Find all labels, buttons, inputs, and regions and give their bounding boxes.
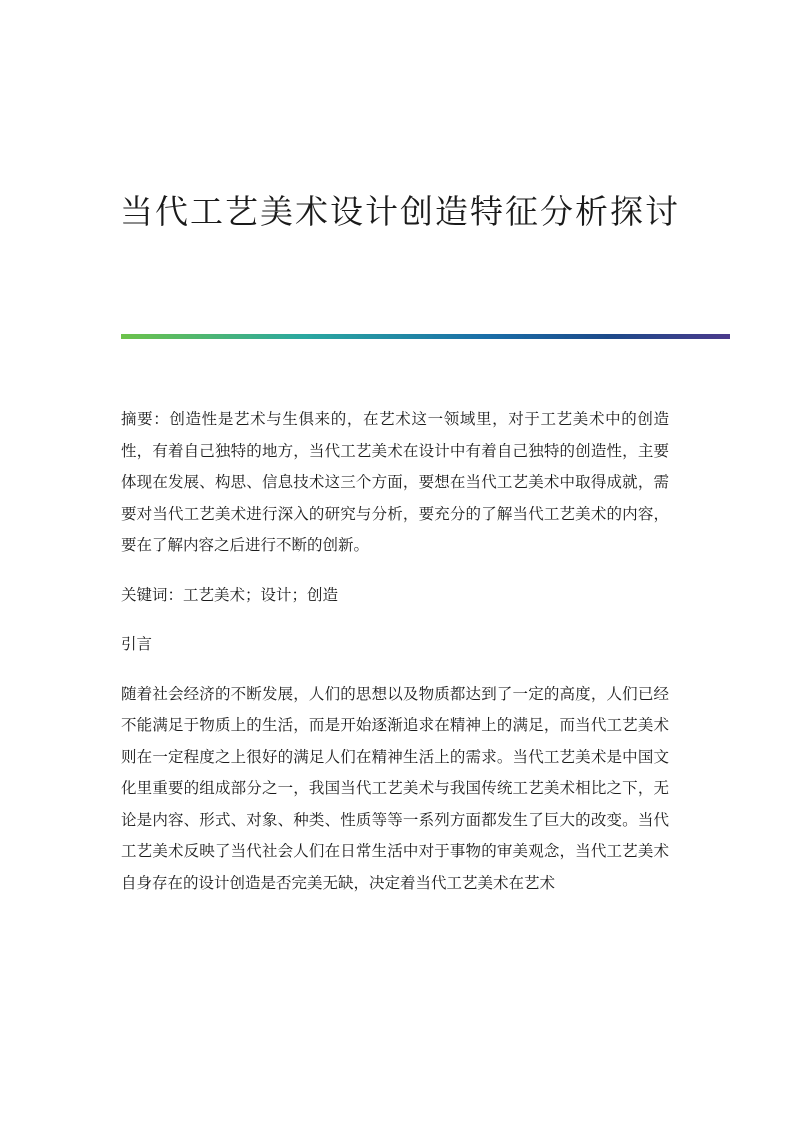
document-title: 当代工艺美术设计创造特征分析探讨 [120,192,680,231]
abstract-paragraph: 摘要：创造性是艺术与生俱来的，在艺术这一领域里，对于工艺美术中的创造性，有着自己独特的地方，当代工艺美术在设计中有着自己独特的创造性，主要体现在发展、构思、信息技术这三个方面，要想在当代工艺美术中取得成就，需要对当代工艺美术进行深入的研究与分析，要充分的了解当代工艺美术的内容，要在了解内容之后进行不断的创新。 [121,410,669,554]
keywords-paragraph: 关键词：工艺美术；设计；创造 [121,585,339,604]
intro-paragraph: 随着社会经济的不断发展，人们的思想以及物质都达到了一定的高度，人们已经不能满足于物质上的生活，而是开始逐渐追求在精神上的满足，而当代工艺美术则在一定程度之上很好的满足人们在精神生活上的需求。当代工艺美术是中国文化里重要的组成部分之一，我国当代工艺美术与我国传统工艺美术相比之下，无论是内容、形式、对象、种类、性质等等一系列方面都发生了巨大的改变。当代工艺美术反映了当代社会人们在日常生活中对于事物的审美观念，当代工艺美术自身存在的设计创造是否完美无缺，决定着当代工艺美术在艺术 [121,684,669,892]
intro-heading: 引言 [121,635,153,653]
document-body [121,404,669,917]
title-divider [121,334,730,339]
